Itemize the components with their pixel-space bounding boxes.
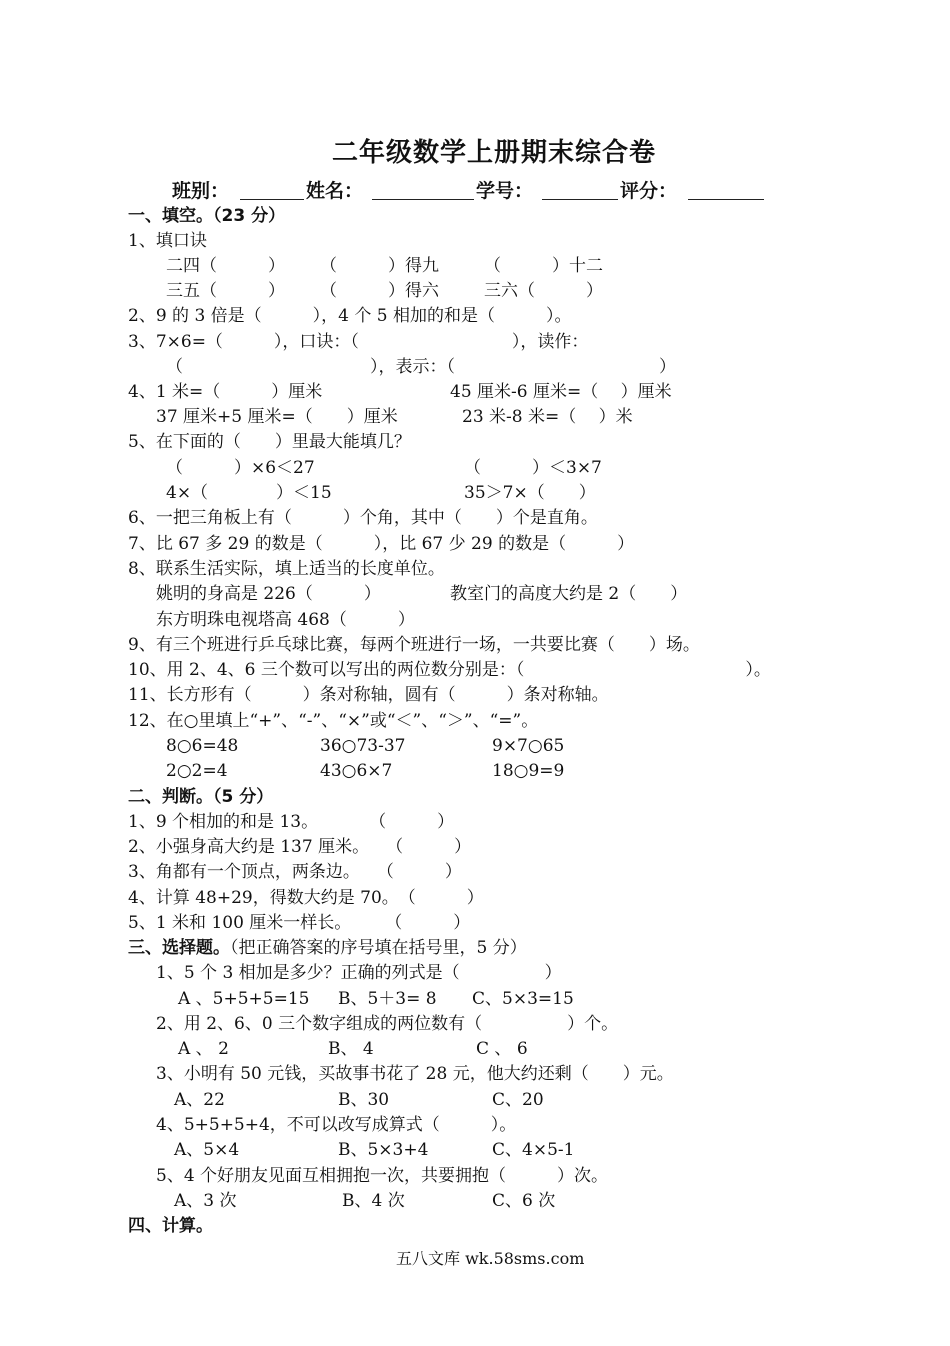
id-field[interactable] bbox=[542, 199, 618, 200]
q12-item: 9×7○65 bbox=[492, 736, 565, 756]
question-11: 11、长方形有（ ）条对称轴，圆有（ ）条对称轴。 bbox=[128, 685, 609, 705]
q1-item: 三六（ ） bbox=[484, 281, 603, 301]
judge-item: 3、角都有一个顶点，两条边。 （ ） bbox=[128, 862, 462, 882]
footer-source: 五八文库 wk.58sms.com bbox=[396, 1249, 585, 1268]
choice-option: B、30 bbox=[338, 1090, 390, 1110]
q1-item: （ ）得九 bbox=[320, 256, 439, 276]
choice-question: 3、小明有 50 元钱，买故事书花了 28 元，他大约还剩（ ）元。 bbox=[156, 1064, 674, 1084]
judge-item: 1、9 个相加的和是 13。 （ ） bbox=[128, 812, 455, 832]
judge-item: 2、小强身高大约是 137 厘米。 （ ） bbox=[128, 837, 472, 857]
class-label: 班别： bbox=[172, 180, 230, 202]
choice-question: 4、5+5+5+4，不可以改写成算式（ ）。 bbox=[156, 1115, 517, 1135]
choice-option: A、5×4 bbox=[174, 1140, 240, 1160]
choice-option: B、5×3+4 bbox=[338, 1140, 429, 1160]
question-9: 9、有三个班进行乒乓球比赛，每两个班进行一场，一共要比赛（ ）场。 bbox=[128, 635, 700, 655]
choice-option: B、 4 bbox=[328, 1039, 374, 1059]
section3-note: （把正确答案的序号填在括号里，5 分） bbox=[230, 938, 527, 958]
section3-heading: 三、选择题。 bbox=[128, 938, 230, 958]
question-10: 10、用 2、4、6 三个数可以写出的两位数分别是：（ ）。 bbox=[128, 660, 771, 680]
q12-item: 43○6×7 bbox=[320, 761, 393, 781]
q5-item: 35＞7×（ ） bbox=[464, 483, 596, 503]
name-label: 姓名： bbox=[306, 180, 364, 202]
q1-item: （ ）得六 bbox=[320, 281, 439, 301]
q8-item: 姚明的身高是 226（ ） bbox=[156, 584, 381, 604]
judge-item: 5、1 米和 100 厘米一样长。 （ ） bbox=[128, 913, 471, 933]
question-7: 7、比 67 多 29 的数是（ ），比 67 少 29 的数是（ ） bbox=[128, 534, 635, 554]
question-6: 6、一把三角板上有（ ）个角，其中（ ）个是直角。 bbox=[128, 508, 598, 528]
question-1: 1、填口诀 bbox=[128, 231, 207, 251]
question-2: 2、9 的 3 倍是（ ），4 个 5 相加的和是（ ）。 bbox=[128, 306, 572, 326]
question-3-cont: （ ），表示：（ ） bbox=[166, 357, 676, 377]
id-label: 学号： bbox=[476, 180, 534, 202]
section1-heading: 一、填空。（23 分） bbox=[128, 206, 286, 226]
choice-option: B、4 次 bbox=[342, 1191, 405, 1211]
choice-option: A 、5+5+5=15 bbox=[178, 989, 310, 1009]
score-field[interactable] bbox=[688, 199, 764, 200]
section2-heading: 二、判断。（5 分） bbox=[128, 787, 274, 807]
name-field[interactable] bbox=[372, 199, 474, 200]
q12-item: 36○73-37 bbox=[320, 736, 406, 756]
q12-item: 18○9=9 bbox=[492, 761, 565, 781]
question-8: 8、联系生活实际，填上适当的长度单位。 bbox=[128, 559, 445, 579]
q4-item: 23 米-8 米=（ ）米 bbox=[462, 407, 633, 427]
q4-item: 4、1 米=（ ）厘米 bbox=[128, 382, 323, 402]
q1-item: （ ）十二 bbox=[484, 256, 603, 276]
q8-item: 东方明珠电视塔高 468（ ） bbox=[156, 610, 415, 630]
q1-item: 三五（ ） bbox=[166, 281, 285, 301]
choice-option: C、20 bbox=[492, 1090, 544, 1110]
q5-item: 4×（ ）＜15 bbox=[166, 483, 332, 503]
choice-option: C、4×5-1 bbox=[492, 1140, 575, 1160]
score-label: 评分： bbox=[620, 180, 678, 202]
section3-heading-row bbox=[128, 937, 527, 959]
q5-item: （ ）＜3×7 bbox=[464, 458, 602, 478]
q12-item: 2○2=4 bbox=[166, 761, 228, 781]
choice-option: B、5＋3= 8 bbox=[338, 989, 437, 1009]
choice-question: 5、4 个好朋友见面互相拥抱一次，共要拥抱（ ）次。 bbox=[156, 1166, 609, 1186]
q1-item: 二四（ ） bbox=[166, 256, 285, 276]
choice-question: 1、5 个 3 相加是多少？正确的列式是（ ） bbox=[156, 963, 562, 983]
question-3: 3、7×6=（ ），口诀：（ ），读作： bbox=[128, 332, 589, 352]
q4-item: 37 厘米+5 厘米=（ ）厘米 bbox=[156, 407, 398, 427]
section4-heading: 四、计算。 bbox=[128, 1216, 213, 1236]
choice-option: A、3 次 bbox=[174, 1191, 237, 1211]
q12-item: 8○6=48 bbox=[166, 736, 239, 756]
question-5: 5、在下面的（ ）里最大能填几？ bbox=[128, 432, 411, 452]
judge-item: 4、计算 48+29，得数大约是 70。 （ ） bbox=[128, 888, 484, 908]
q8-item: 教室门的高度大约是 2（ ） bbox=[450, 584, 688, 604]
choice-option: A 、 2 bbox=[178, 1039, 229, 1059]
q4-item: 45 厘米-6 厘米=（ ）厘米 bbox=[450, 382, 672, 402]
q5-item: （ ）×6＜27 bbox=[166, 458, 315, 478]
question-12: 12、在○里填上“+”、“-”、“×”或“＜”、“＞”、“=”。 bbox=[128, 711, 539, 731]
choice-question: 2、用 2、6、0 三个数字组成的两位数有（ ）个。 bbox=[156, 1014, 619, 1034]
choice-option: C 、 6 bbox=[476, 1039, 528, 1059]
choice-option: A、22 bbox=[174, 1090, 225, 1110]
page-title: 二年级数学上册期末综合卷 bbox=[332, 138, 657, 168]
choice-option: C、6 次 bbox=[492, 1191, 556, 1211]
choice-option: C、5×3=15 bbox=[472, 989, 574, 1009]
class-field[interactable] bbox=[240, 199, 304, 200]
